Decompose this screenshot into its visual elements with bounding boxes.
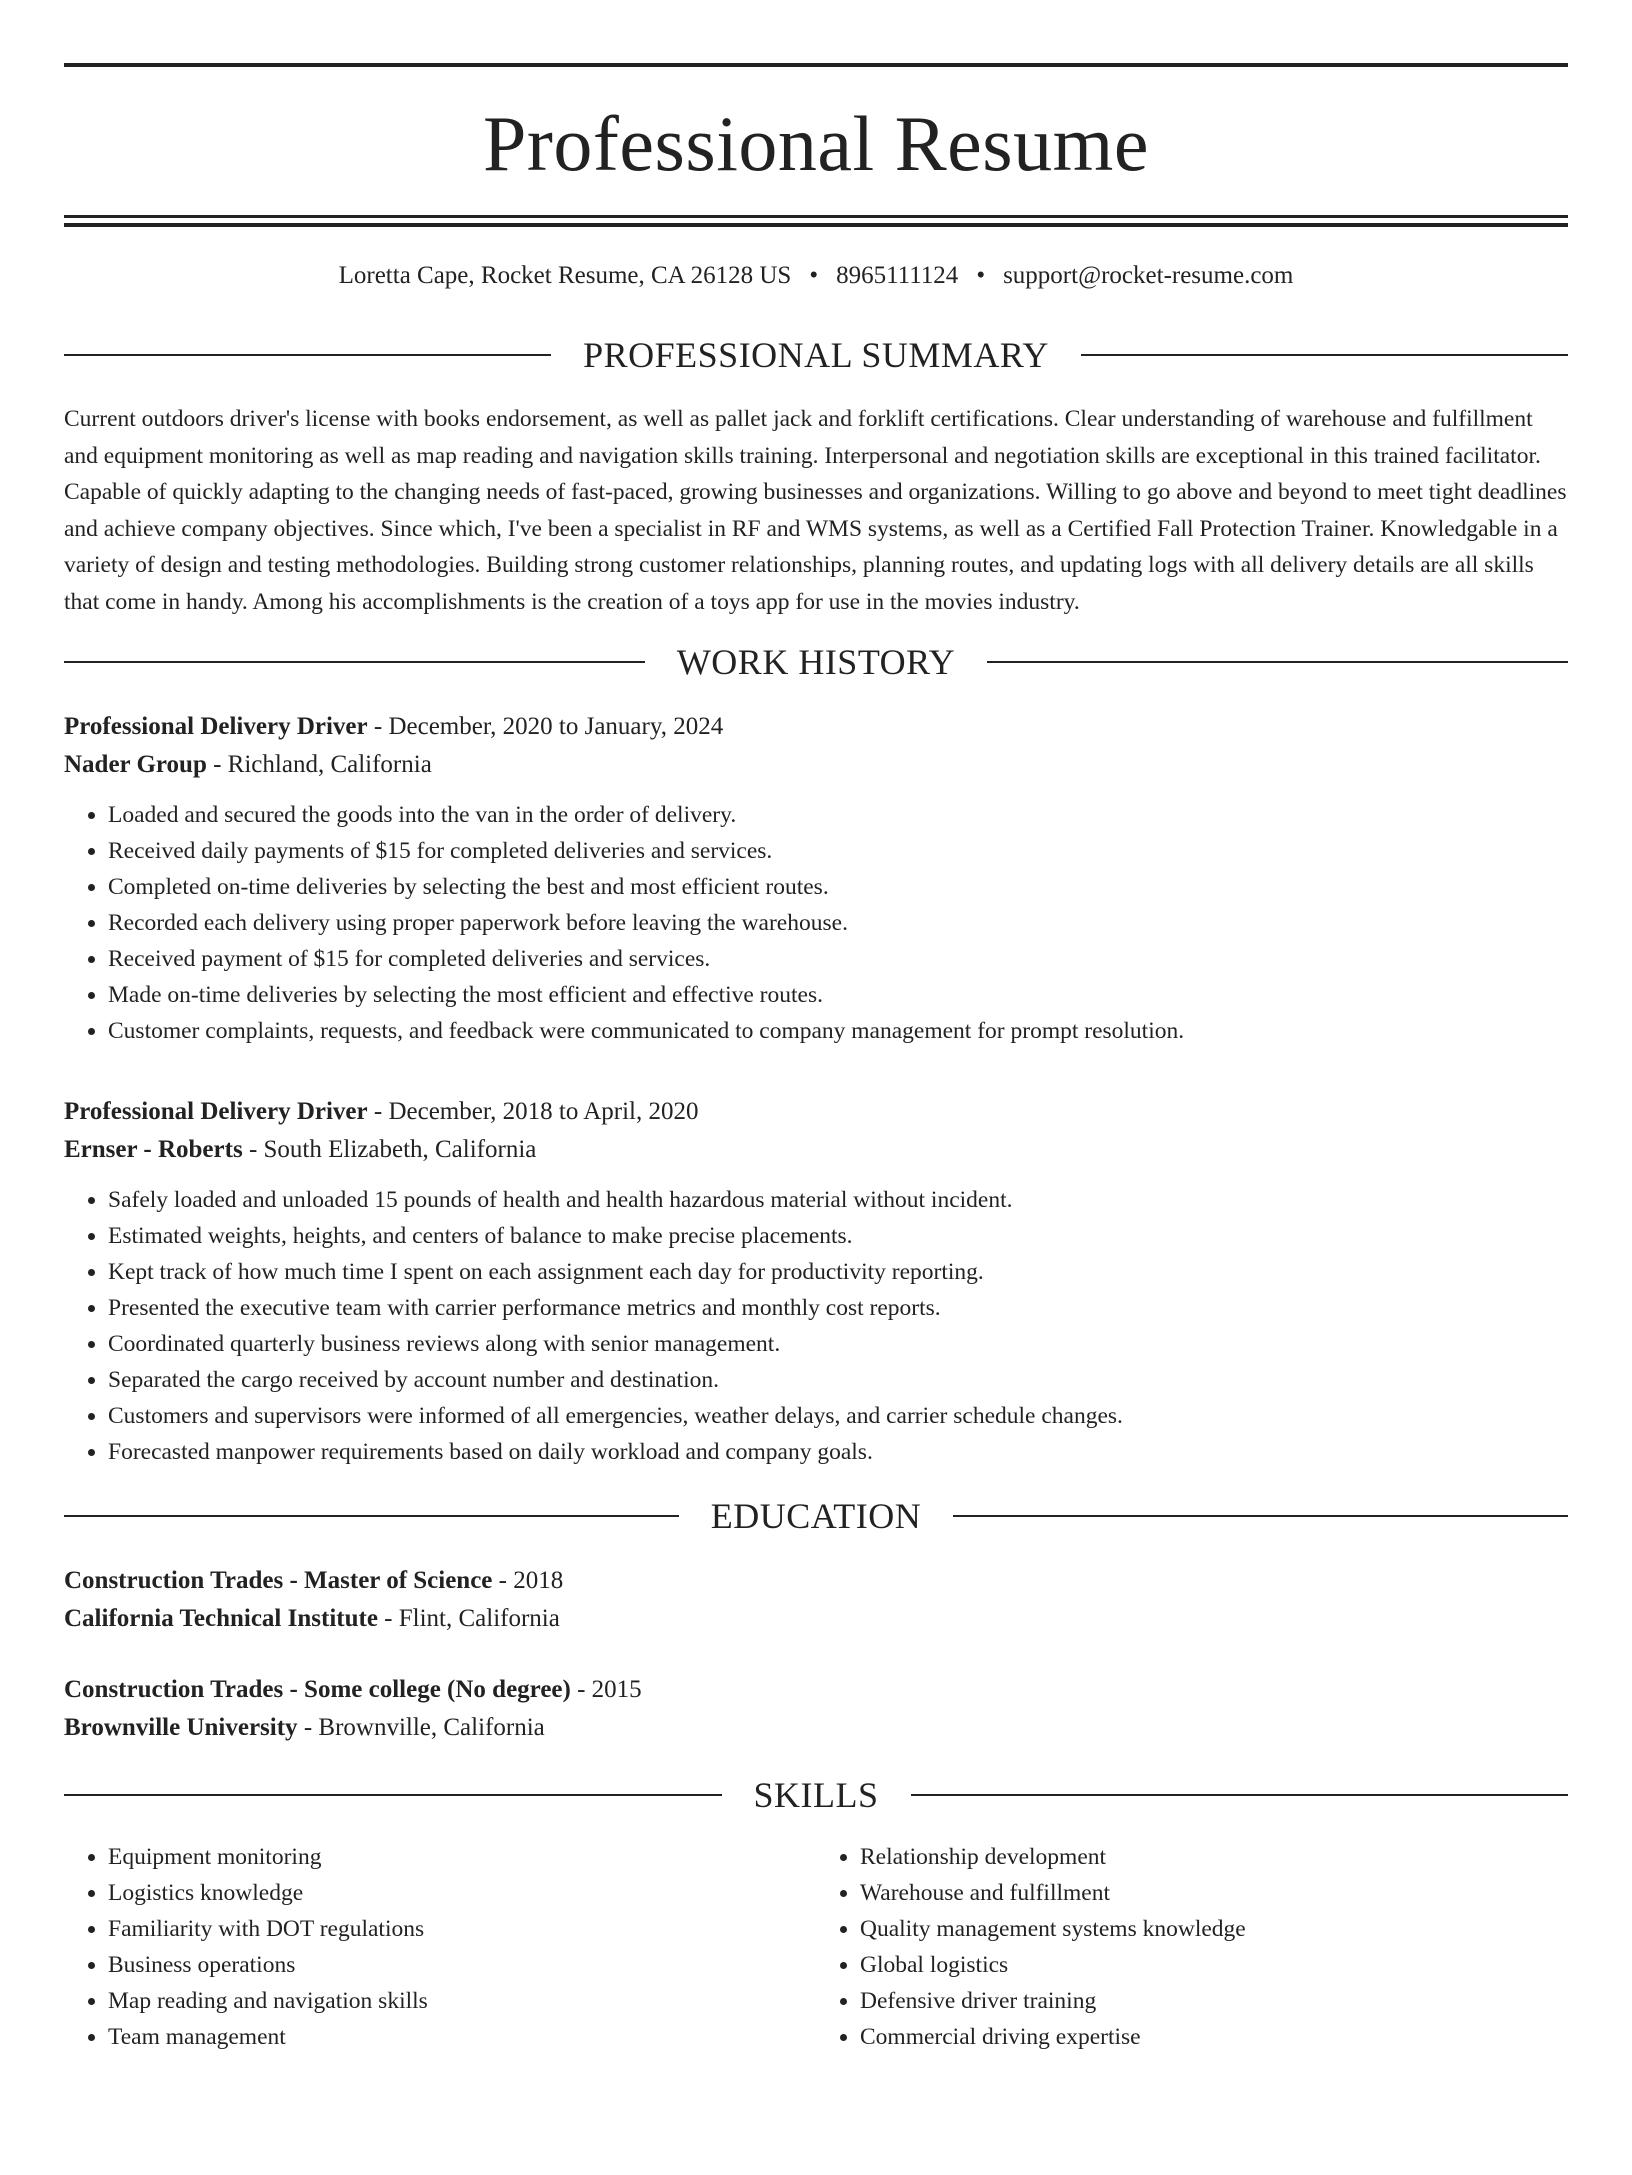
degree-name: Construction Trades - Master of Science xyxy=(64,1567,493,1594)
list-item: • Map reading and navigation skills xyxy=(108,1983,816,2019)
heading-rule xyxy=(987,661,1568,663)
heading-label: SKILLS xyxy=(753,1775,879,1815)
contact-address: Loretta Cape, Rocket Resume, CA 26128 US xyxy=(338,262,792,289)
job-company: Ernser - Roberts xyxy=(64,1136,243,1163)
heading-rule xyxy=(64,1794,722,1796)
skills-list-right xyxy=(816,1839,1568,2055)
job-title-line xyxy=(64,1093,1568,1131)
list-item: • Forecasted manpower requirements based on daily workload and company goals. xyxy=(108,1434,1568,1470)
job-entry xyxy=(64,1093,1568,1470)
school-line xyxy=(64,1709,1568,1747)
page-title: Professional Resume xyxy=(483,100,1149,187)
list-item: • Kept track of how much time I spent on each assignment each day for productivity reporting. xyxy=(108,1254,1568,1290)
job-title: Professional Delivery Driver xyxy=(64,1098,368,1125)
heading-rule xyxy=(64,354,551,356)
list-item: • Commercial driving expertise xyxy=(860,2019,1568,2055)
heading-rule xyxy=(64,1515,679,1517)
degree-line xyxy=(64,1671,1568,1709)
job-title-line xyxy=(64,708,1568,746)
resume-page xyxy=(0,63,1632,2175)
contact-email: support@rocket-resume.com xyxy=(1003,262,1294,289)
job-title: Professional Delivery Driver xyxy=(64,713,368,740)
list-item: • Recorded each delivery using proper paperwork before leaving the warehouse. xyxy=(108,905,1568,941)
list-item: • Received payment of $15 for completed deliveries and services. xyxy=(108,941,1568,977)
list-item: • Quality management systems knowledge xyxy=(860,1911,1568,1947)
degree-year: - 2015 xyxy=(570,1676,642,1703)
list-item: • Business operations xyxy=(108,1947,816,1983)
list-item: • Customers and supervisors were informed of all emergencies, weather delays, and carrier schedule changes. xyxy=(108,1398,1568,1434)
heading-label: WORK HISTORY xyxy=(676,642,956,682)
school-name: California Technical Institute xyxy=(64,1605,378,1632)
section-heading-summary xyxy=(64,337,1568,373)
degree-line xyxy=(64,1562,1568,1600)
title-double-rule xyxy=(64,215,1568,227)
list-item: • Completed on-time deliveries by selecting the best and most efficient routes. xyxy=(108,869,1568,905)
job-company: Nader Group xyxy=(64,751,207,778)
heading-rule xyxy=(911,1794,1569,1796)
job-entry xyxy=(64,708,1568,1049)
heading-rule xyxy=(1081,354,1568,356)
list-item: • Made on-time deliveries by selecting the most efficient and effective routes. xyxy=(108,977,1568,1013)
skills-list-left xyxy=(64,1839,816,2055)
heading-label: PROFESSIONAL SUMMARY xyxy=(583,335,1049,375)
list-item: • Defensive driver training xyxy=(860,1983,1568,2019)
job-bullets xyxy=(64,797,1568,1049)
top-rule xyxy=(64,63,1568,67)
contact-separator: • xyxy=(809,262,819,289)
list-item: • Coordinated quarterly business reviews along with senior management. xyxy=(108,1326,1568,1362)
education-entry xyxy=(64,1671,1568,1747)
contact-phone: 8965111124 xyxy=(836,262,959,289)
job-location: - South Elizabeth, California xyxy=(242,1136,537,1163)
list-item: • Safely loaded and unloaded 15 pounds of health and health hazardous material without incident. xyxy=(108,1182,1568,1218)
list-item: • Warehouse and fulfillment xyxy=(860,1875,1568,1911)
degree-year: - 2018 xyxy=(492,1567,564,1594)
heading-rule xyxy=(953,1515,1568,1517)
job-dates: - December, 2018 to April, 2020 xyxy=(367,1098,699,1125)
list-item: • Equipment monitoring xyxy=(108,1839,816,1875)
list-item: • Customer complaints, requests, and feedback were communicated to company management for prompt resolution. xyxy=(108,1013,1568,1049)
list-item: • Estimated weights, heights, and centers of balance to make precise placements. xyxy=(108,1218,1568,1254)
list-item: • Loaded and secured the goods into the van in the order of delivery. xyxy=(108,797,1568,833)
job-company-line xyxy=(64,1131,1568,1169)
section-heading-education xyxy=(64,1498,1568,1534)
job-dates: - December, 2020 to January, 2024 xyxy=(367,713,724,740)
list-item: • Presented the executive team with carrier performance metrics and monthly cost reports. xyxy=(108,1290,1568,1326)
education-entry xyxy=(64,1562,1568,1638)
job-bullets xyxy=(64,1182,1568,1470)
section-heading-skills xyxy=(64,1777,1568,1813)
school-line xyxy=(64,1600,1568,1638)
school-location: - Flint, California xyxy=(377,1605,560,1632)
school-name: Brownville University xyxy=(64,1714,298,1741)
list-item: • Received daily payments of $15 for completed deliveries and services. xyxy=(108,833,1568,869)
list-item: • Familiarity with DOT regulations xyxy=(108,1911,816,1947)
contact-separator: • xyxy=(976,262,986,289)
list-item: • Relationship development xyxy=(860,1839,1568,1875)
job-location: - Richland, California xyxy=(206,751,432,778)
list-item: • Logistics knowledge xyxy=(108,1875,816,1911)
list-item: • Team management xyxy=(108,2019,816,2055)
section-heading-work-history xyxy=(64,644,1568,680)
heading-rule xyxy=(64,661,645,663)
list-item: • Separated the cargo received by account number and destination. xyxy=(108,1362,1568,1398)
school-location: - Brownville, California xyxy=(297,1714,545,1741)
degree-name: Construction Trades - Some college (No degree) xyxy=(64,1676,571,1703)
heading-label: EDUCATION xyxy=(710,1496,922,1536)
job-company-line xyxy=(64,746,1568,784)
summary-text: Current outdoors driver's license with books endorsement, as well as pallet jack and forklift certifications. Clear understanding of warehouse and fulfillment and equipment monitoring as well as map reading and navigation skills training. Interpersonal and negotiation skills are exceptional in this trained facilitator. Capable of quickly adapting to the changing needs of fast-paced, growing businesses and organizations. Willing to go above and beyond to meet tight deadlines and achieve company objectives. Since which, I've been a specialist in RF and WMS systems, as well as a Certified Fall Protection Trainer. Knowledgable in a variety of design and testing methodologies. Building strong customer relationships, planning routes, and updating logs with all delivery details are all skills that come in handy. Among his accomplishments is the creation of a toys app for use in the movies industry. xyxy=(64,406,1567,615)
contact-line xyxy=(64,261,1568,291)
skills-columns xyxy=(64,1839,1568,2055)
list-item: • Global logistics xyxy=(860,1947,1568,1983)
